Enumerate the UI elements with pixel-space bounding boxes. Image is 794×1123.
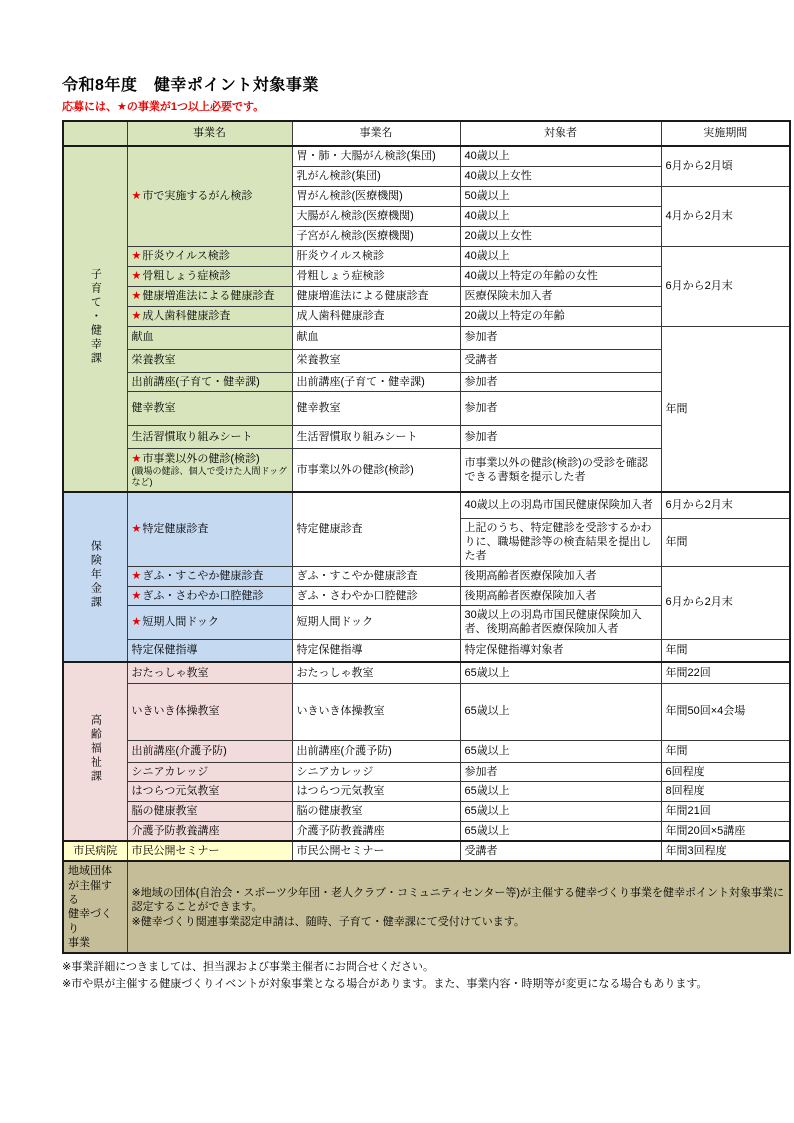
table-cell: [292, 266, 460, 286]
table-cell: [127, 740, 292, 762]
cell-text: おたっしゃ教室: [296, 666, 374, 679]
table-cell: [292, 801, 460, 821]
cell-text: 子宮がん検診(医療機関): [296, 229, 414, 242]
table-cell: [460, 306, 661, 326]
table-cell: [661, 762, 790, 781]
table-cell: [292, 286, 460, 306]
cell-text: 参加者: [464, 402, 498, 415]
table-cell: [127, 586, 292, 605]
table-cell: [127, 821, 292, 841]
cell-text: 出前講座(介護予防): [131, 744, 227, 757]
cell-text-line: 健幸づくり: [68, 908, 112, 935]
table-cell: [127, 762, 292, 781]
cell-text: 65歳以上: [464, 666, 510, 679]
table-cell: [292, 349, 460, 372]
table-cell: [460, 518, 661, 566]
table-cell: [460, 266, 661, 286]
footnote-line: ※市や県が主催する健康づくりイベントが対象事業となる場合があります。また、事業内容・時期等が変更になる場合もあります。: [62, 977, 708, 990]
table-cell: [127, 372, 292, 391]
cell-text: 介護予防教養講座: [131, 824, 220, 837]
cell-text: 年間3回程度: [665, 845, 727, 858]
table-cell: [460, 740, 661, 762]
table-cell: [661, 326, 790, 492]
star-icon: ★: [131, 452, 142, 465]
table-cell: [127, 286, 292, 306]
table-cell: [460, 492, 661, 518]
cell-text: 年間21回: [665, 805, 711, 818]
table-cell: [292, 762, 460, 781]
star-icon: ★: [131, 523, 142, 536]
footnotes: [62, 959, 792, 992]
cell-text: 年間20回×5講座: [665, 824, 746, 837]
header-kikan: [661, 121, 790, 146]
cell-text: 子育て・健幸課: [89, 268, 102, 366]
cell-text: 年間: [665, 402, 688, 415]
table-cell: [292, 821, 460, 841]
cell-text: 65歳以上: [464, 805, 510, 818]
cell-text: 65歳以上: [464, 744, 510, 757]
cell-text: 成人歯科健康診査: [142, 309, 231, 322]
cell-text: 献血: [131, 331, 154, 344]
star-icon: ★: [131, 570, 142, 583]
cell-text: 実施期間: [703, 127, 748, 140]
cell-text: 医療保険未加入者: [464, 289, 553, 302]
table-cell: [661, 246, 790, 326]
table-cell: [661, 801, 790, 821]
table-cell: [292, 448, 460, 492]
table-cell: [460, 448, 661, 492]
table-cell: [127, 266, 292, 286]
cell-text: 市民公開セミナー: [131, 845, 220, 858]
cell-text: 健幸教室: [296, 402, 341, 415]
cell-text: 市事業以外の健診(検診)の受診を確認できる書類を提示した者: [464, 456, 648, 484]
cell-text: 大腸がん検診(医療機関): [296, 209, 414, 222]
star-icon: ★: [131, 589, 142, 602]
cell-text: 特定保健指導: [131, 644, 198, 657]
cell-text: 出前講座(介護予防): [296, 744, 392, 757]
cell-text-line: ※健幸づくり関連事業認定申請は、随時、子育て・健幸課にて受付けています。: [131, 915, 525, 928]
table-cell: [460, 662, 661, 683]
table-cell: [127, 391, 292, 425]
cell-text: 40歳以上女性: [464, 169, 532, 182]
cell-text: 50歳以上: [464, 189, 510, 202]
table-cell: [127, 349, 292, 372]
table-cell: [127, 841, 292, 861]
cell-text: 年間: [665, 744, 688, 757]
cell-text: 対象者: [544, 127, 577, 140]
cell-text-line: が主催する: [68, 879, 112, 907]
cell-text: シニアカレッジ: [131, 765, 209, 778]
table-cell: [292, 605, 460, 639]
cell-text: 市民公開セミナー: [296, 845, 385, 858]
table-cell: [292, 586, 460, 605]
cell-text: 市民病院: [73, 845, 118, 858]
cell-text: 市事業以外の健診(検診): [296, 463, 414, 476]
cell-text: 受講者: [464, 354, 498, 367]
table-cell: [292, 306, 460, 326]
cell-text: 65歳以上: [464, 824, 510, 837]
cell-text: 30歳以上の羽島市国民健康保険加入者、後期高齢者医療保険加入者: [464, 608, 642, 636]
table-cell: [460, 683, 661, 740]
table-cell: [460, 801, 661, 821]
table-body: [63, 121, 790, 953]
cell-text: 65歳以上: [464, 785, 510, 798]
cell-text: 受講者: [464, 845, 498, 858]
cell-text: 参加者: [464, 765, 498, 778]
table-cell: [292, 683, 460, 740]
star-icon: ★: [131, 616, 142, 629]
cell-text: 保険年金課: [89, 540, 102, 611]
table-cell: [661, 186, 790, 246]
cell-text: 4月から2月末: [665, 209, 733, 222]
department-cell: [63, 146, 127, 492]
cell-text: シニアカレッジ: [296, 765, 374, 778]
table-cell: [127, 425, 292, 448]
header-jigyomei-2: [292, 121, 460, 146]
program-table: [62, 120, 791, 954]
table-cell: [127, 448, 292, 492]
table-cell: [460, 821, 661, 841]
cell-text: 40歳以上: [464, 209, 510, 222]
cell-text: 短期人間ドック: [142, 616, 219, 629]
header-taishosha: [460, 121, 661, 146]
table-cell: [661, 781, 790, 801]
table-cell: [661, 662, 790, 683]
cell-text: ぎふ・すこやか健康診査: [142, 570, 264, 583]
cell-text: 事業名: [193, 127, 226, 140]
table-cell: [661, 566, 790, 639]
table-cell: [460, 391, 661, 425]
header-dept: [63, 121, 127, 146]
cell-text: 市で実施するがん検診: [142, 190, 253, 203]
table-cell: [460, 639, 661, 662]
cell-text-line: 事業: [68, 936, 90, 949]
table-cell: [460, 841, 661, 861]
table-cell: [460, 226, 661, 246]
table-cell: [127, 146, 292, 246]
table-cell: [292, 639, 460, 662]
cell-text: 肝炎ウイルス検診: [142, 249, 230, 262]
table-cell: [661, 146, 790, 186]
table-cell: [460, 425, 661, 448]
table-cell: [127, 639, 292, 662]
header-jigyomei-1: [127, 121, 292, 146]
cell-text: 成人歯科健康診査: [296, 309, 385, 322]
department-cell: [63, 861, 127, 953]
table-cell: [127, 306, 292, 326]
table-cell: [661, 821, 790, 841]
cell-text: 事業名: [359, 127, 393, 140]
cell-text: 6月から2月末: [665, 596, 733, 609]
cell-text: はつらつ元気教室: [296, 785, 385, 798]
table-cell: [127, 683, 292, 740]
cell-text: いきいき体操教室: [296, 705, 385, 718]
star-icon: ★: [131, 269, 142, 282]
table-cell: [127, 566, 292, 586]
table-cell: [460, 246, 661, 266]
cell-text: 特定保健指導対象者: [464, 644, 564, 657]
star-icon: ★: [131, 249, 142, 262]
cell-text: 脳の健康教室: [296, 805, 363, 818]
table-cell: [292, 246, 460, 266]
document-page: [62, 72, 792, 992]
table-cell: [127, 326, 292, 349]
table-cell: [127, 492, 292, 566]
cell-text: 6月から2月頃: [665, 160, 733, 173]
cell-text: 年間: [665, 536, 688, 549]
cell-text-line: ※地域の団体(自治会・スポーツ少年団・老人クラブ・コミュニティセンター等)が主催する健幸づくり事業を健幸ポイント対象事業に認定することができます。: [131, 886, 785, 914]
table-cell: [460, 206, 661, 226]
table-cell: [661, 518, 790, 566]
cell-text: おたっしゃ教室: [131, 666, 209, 679]
table-cell: [292, 492, 460, 566]
table-cell: [127, 781, 292, 801]
cell-text: 年間22回: [665, 666, 711, 679]
cell-text: 6月から2月末: [665, 499, 733, 512]
table-cell: [460, 186, 661, 206]
cell-text: 20歳以上特定の年齢: [464, 309, 565, 322]
cell-text: 特定健康診査: [296, 523, 363, 536]
table-cell: [292, 146, 460, 166]
cell-text: 健康増進法による健康診査: [296, 289, 429, 302]
cell-text: 65歳以上: [464, 705, 510, 718]
table-cell: [460, 372, 661, 391]
table-cell: [460, 326, 661, 349]
cell-text: 栄養教室: [296, 354, 341, 367]
cell-text: 年間: [665, 644, 688, 657]
cell-text: 生活習慣取り組みシート: [296, 430, 418, 443]
table-cell: [661, 841, 790, 861]
cell-text: 20歳以上女性: [464, 229, 532, 242]
community-program-note: [127, 861, 790, 953]
table-cell: [292, 372, 460, 391]
table-cell: [460, 605, 661, 639]
table-cell: [127, 246, 292, 266]
cell-text: 生活習慣取り組みシート: [131, 430, 253, 443]
cell-text: 40歳以上の羽島市国民健康保険加入者: [464, 499, 653, 512]
cell-text: 40歳以上: [464, 249, 510, 262]
table-cell: [292, 841, 460, 861]
cell-text: 胃・肺・大腸がん検診(集団): [296, 150, 436, 163]
star-icon: ★: [131, 289, 142, 302]
table-cell: [460, 762, 661, 781]
cell-text: ぎふ・さわやか口腔健診: [142, 589, 264, 602]
cell-text: 健幸教室: [131, 402, 176, 415]
application-notice: 応募には、★の事業が1つ以上必要です。: [62, 101, 265, 113]
cell-text: 栄養教室: [131, 354, 176, 367]
table-cell: [460, 349, 661, 372]
cell-text: 6回程度: [665, 765, 705, 778]
page-title: 令和8年度 健幸ポイント対象事業: [62, 77, 319, 94]
cell-text: 介護予防教養講座: [296, 824, 385, 837]
cell-text: 40歳以上特定の年齢の女性: [464, 269, 598, 282]
table-cell: [661, 639, 790, 662]
cell-text: 肝炎ウイルス検診: [296, 249, 384, 262]
table-cell: [127, 605, 292, 639]
table-cell: [127, 662, 292, 683]
cell-note: (職場の健診、個人で受けた人間ドッグなど): [131, 465, 288, 488]
cell-text: 献血: [296, 331, 319, 344]
cell-text: 参加者: [464, 430, 498, 443]
table-cell: [292, 166, 460, 186]
department-cell: [63, 841, 127, 861]
footnote-line: ※事業詳細につきましては、担当課および事業主催者にお問合せください。: [62, 961, 434, 974]
table-cell: [292, 566, 460, 586]
table-cell: [292, 662, 460, 683]
cell-text: 6月から2月末: [665, 279, 733, 292]
cell-text: 乳がん検診(集団): [296, 169, 381, 182]
cell-text: 健康増進法による健康診査: [142, 289, 275, 302]
cell-text: 市事業以外の健診(検診): [142, 452, 260, 465]
cell-text: 特定保健指導: [296, 644, 363, 657]
cell-text: 骨粗しょう症検診: [142, 269, 231, 282]
star-icon: ★: [131, 190, 142, 203]
cell-text: 胃がん検診(医療機関): [296, 189, 403, 202]
table-cell: [460, 146, 661, 166]
cell-text: 出前講座(子育て・健幸課): [131, 375, 260, 388]
table-cell: [460, 781, 661, 801]
cell-text: 出前講座(子育て・健幸課): [296, 375, 425, 388]
table-cell: [292, 781, 460, 801]
cell-text: 後期高齢者医療保険加入者: [464, 570, 597, 583]
table-cell: [292, 326, 460, 349]
table-cell: [661, 683, 790, 740]
department-cell: [63, 662, 127, 841]
cell-text: 短期人間ドック: [296, 616, 374, 629]
table-cell: [292, 740, 460, 762]
cell-text: 40歳以上: [464, 150, 510, 163]
table-cell: [292, 425, 460, 448]
table-cell: [460, 166, 661, 186]
table-cell: [292, 186, 460, 206]
table-cell: [292, 206, 460, 226]
star-icon: ★: [131, 309, 142, 322]
cell-text: 特定健康診査: [142, 523, 209, 536]
table-cell: [460, 286, 661, 306]
table-cell: [127, 801, 292, 821]
table-cell: [292, 391, 460, 425]
table-cell: [292, 226, 460, 246]
cell-text: 脳の健康教室: [131, 805, 198, 818]
cell-text: 骨粗しょう症検診: [296, 269, 385, 282]
cell-text: いきいき体操教室: [131, 705, 220, 718]
table-cell: [460, 586, 661, 605]
cell-text: ぎふ・すこやか健康診査: [296, 570, 418, 583]
cell-text: はつらつ元気教室: [131, 785, 220, 798]
cell-text: 参加者: [464, 331, 498, 344]
cell-text: 年間50回×4会場: [665, 705, 746, 718]
cell-text: 後期高齢者医療保険加入者: [464, 589, 597, 602]
cell-text-line: 地域団体: [68, 865, 112, 878]
table-cell: [661, 740, 790, 762]
cell-text: 参加者: [464, 375, 498, 388]
cell-text: 上記のうち、特定健診を受診するかわりに、職場健診等の検査結果を提出した者: [464, 521, 652, 563]
cell-text: 高齢福祉課: [89, 714, 102, 785]
department-cell: [63, 492, 127, 662]
cell-text: 8回程度: [665, 785, 705, 798]
table-cell: [661, 492, 790, 518]
cell-text: ぎふ・さわやか口腔健診: [296, 589, 418, 602]
table-cell: [460, 566, 661, 586]
